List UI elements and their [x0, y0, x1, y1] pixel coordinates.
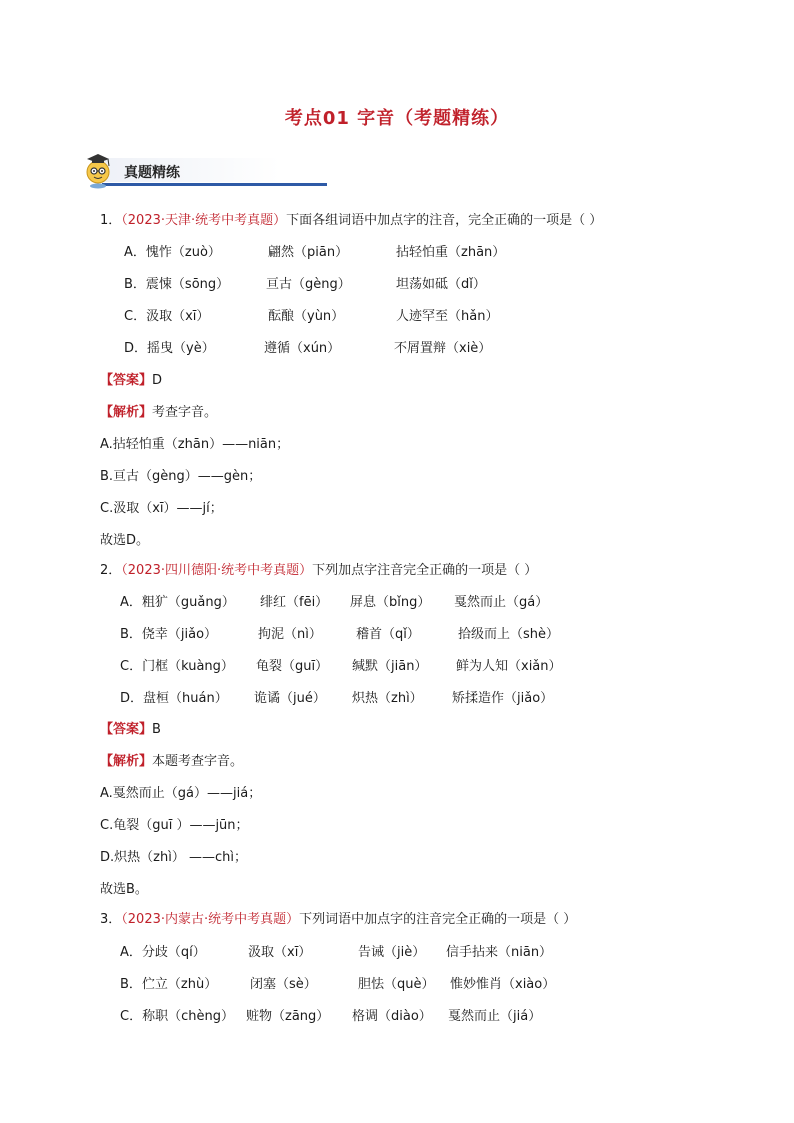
question-2-stem: 2．（2023·四川德阳·统考中考真题）下列加点字注音完全正确的一项是（ ） — [100, 563, 538, 578]
question-3-source: （2023·内蒙古·统考中考真题） — [121, 912, 300, 927]
question-2-source: （2023·四川德阳·统考中考真题） — [121, 563, 313, 578]
question-1-analysis-line: A.拈轻怕重（zhān）——niān； — [100, 437, 290, 452]
question-1-answer: 【答案】D — [100, 373, 163, 388]
question-2-analysis-line: D.炽热（zhì） ——chì； — [100, 850, 247, 865]
question-1-stem: 1．（2023·天津·统考中考真题）下面各组词语中加点字的注音，完全正确的一项是（ ） — [100, 213, 603, 228]
section-header — [84, 150, 244, 190]
section-title: 真题精练 — [124, 165, 180, 181]
question-1-source: （2023·天津·统考中考真题） — [121, 213, 287, 228]
page-title: 考点01 字音（考题精练） — [284, 108, 510, 129]
question-2-analysis: 【解析】本题考查字音。 — [100, 754, 244, 769]
scholar-mascot-icon — [84, 150, 116, 190]
question-1-conclusion: 故选D。 — [100, 533, 150, 548]
document-page: 考点01 字音（考题精练） 真题精练 1．（2023·天津·统考中考真题）下面各组词语中加点字的注音，完全正确的一项是（ ） A．愧怍（zuò） 翩然（piān） 拈轻怕重（zhān） B．震悚（sōng） 亘古（gèng） 坦荡如砥（dǐ） C．汲取（xī） 酝酿（yùn） 人迹罕至（hǎn） D．摇曳（yè） 遵循（xún） 不屑置辩（xiè） 【答案】D 【解析】考查字音。 A.拈轻怕重（zhān）——niān； B.亘古（gèng）——gèn； C.汲取（xī）——jí； 故选D。 2．（2023·四川德阳·统考中考真题）下列加点字注音完全正确的一项是（ ） A．粗犷（guǎng） 绯红（fēi） 屏息（bǐng） 戛然而止（gá） B．侥幸（jiǎo） 拘泥（nì） 稽首（qǐ） 拾级而上（shè） C．门框（kuàng） 龟裂（guī） 缄默（jiān） 鲜为人知（xiǎn） D．盘桓（huán） 诡谲（jué） 炽热（zhì） 矫揉造作（jiǎo） 【答案】B 【解析】本题考查字音。 A.戛然而止（gá）——jiá； C.龟裂（guī ）——jūn； D.炽热（zhì） ——chì； 故选B。 3．（2023·内蒙古·统考中考真题）下列词语中加点字的注音完全正确的一项是（ ） A．分歧（qí） 汲取（xī） 告诫（jiè） 信手拈来（niān） B．伫立（zhù） 闭塞（sè） 胆怯（què） 惟妙惟肖（xiào） C．称职（chèng） 赃物（zāng） 格调（diào） 戛然而止（jiá） — [0, 0, 794, 1123]
question-2-conclusion: 故选B。 — [100, 882, 148, 897]
question-1-analysis-line: C.汲取（xī）——jí； — [100, 501, 223, 516]
question-1-analysis-line: B.亘古（gèng）——gèn； — [100, 469, 262, 484]
question-2-analysis-line: A.戛然而止（gá）——jiá； — [100, 786, 262, 801]
question-2-answer: 【答案】B — [100, 722, 161, 737]
question-1-analysis: 【解析】考查字音。 — [100, 405, 218, 420]
section-underline — [102, 183, 327, 186]
question-3-stem: 3．（2023·内蒙古·统考中考真题）下列词语中加点字的注音完全正确的一项是（ ） — [100, 912, 577, 927]
question-2-analysis-line: C.龟裂（guī ）——jūn； — [100, 818, 249, 833]
